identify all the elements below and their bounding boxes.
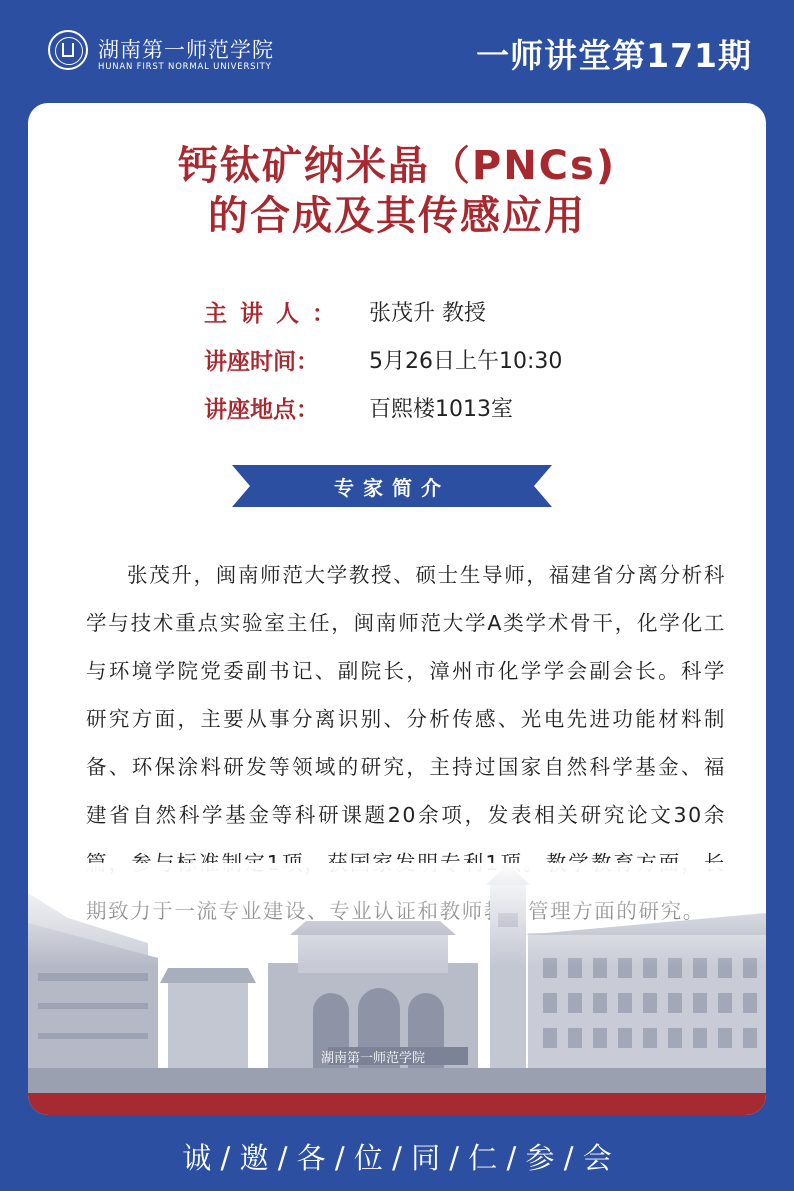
content-card — [28, 103, 766, 1115]
time-value: 5月26日上午10:30 — [369, 349, 563, 374]
footer-invite: 诚 / 邀 / 各 / 位 / 同 / 仁 / 参 / 会 — [182, 1141, 612, 1175]
series-title: 一师讲堂第171期 — [476, 36, 752, 75]
university-name-en: HUNAN FIRST NORMAL UNIVERSITY — [98, 62, 272, 72]
header — [0, 0, 794, 100]
campus-building-icon — [28, 863, 766, 1093]
speaker-label: 主讲人： — [204, 301, 348, 327]
lecture-title-line2: 的合成及其传感应用 — [208, 193, 586, 239]
place-value: 百熙楼1013室 — [369, 397, 513, 422]
place-label: 讲座地点： — [204, 397, 319, 423]
building-sign: 湖南第一师范学院 — [320, 1051, 426, 1066]
time-label: 讲座时间： — [204, 349, 319, 375]
speaker-bio: 张茂升，闽南师范大学教授、硕士生导师，福建省分离分析科学与技术重点实验室主任，闽南师范大学A类学术骨干，化学化工与环境学院党委副书记、副院长，漳州市化学学会副会长。科学研究方面，主要从事分离识别、分析传感、光电先进功能材料制备、环保涂料研发等领域的研究，主持过国家自然科学基金、福建省自然科学基金等科研课题20余项，发表相关研究论文30余 — [86, 563, 726, 827]
lecture-title — [28, 141, 766, 241]
university-seal-icon — [48, 30, 88, 70]
card-bottom-bar — [28, 1093, 766, 1115]
intro-heading: 专家简介 — [334, 476, 450, 500]
speaker-value: 张茂升 教授 — [369, 301, 486, 326]
university-name: 湖南第一师范学院 — [98, 38, 274, 62]
lecture-title-line1: 钙钛矿纳米晶（PNCs) — [177, 143, 617, 189]
campus-building-illustration — [28, 863, 766, 1093]
intro-banner — [232, 465, 552, 507]
